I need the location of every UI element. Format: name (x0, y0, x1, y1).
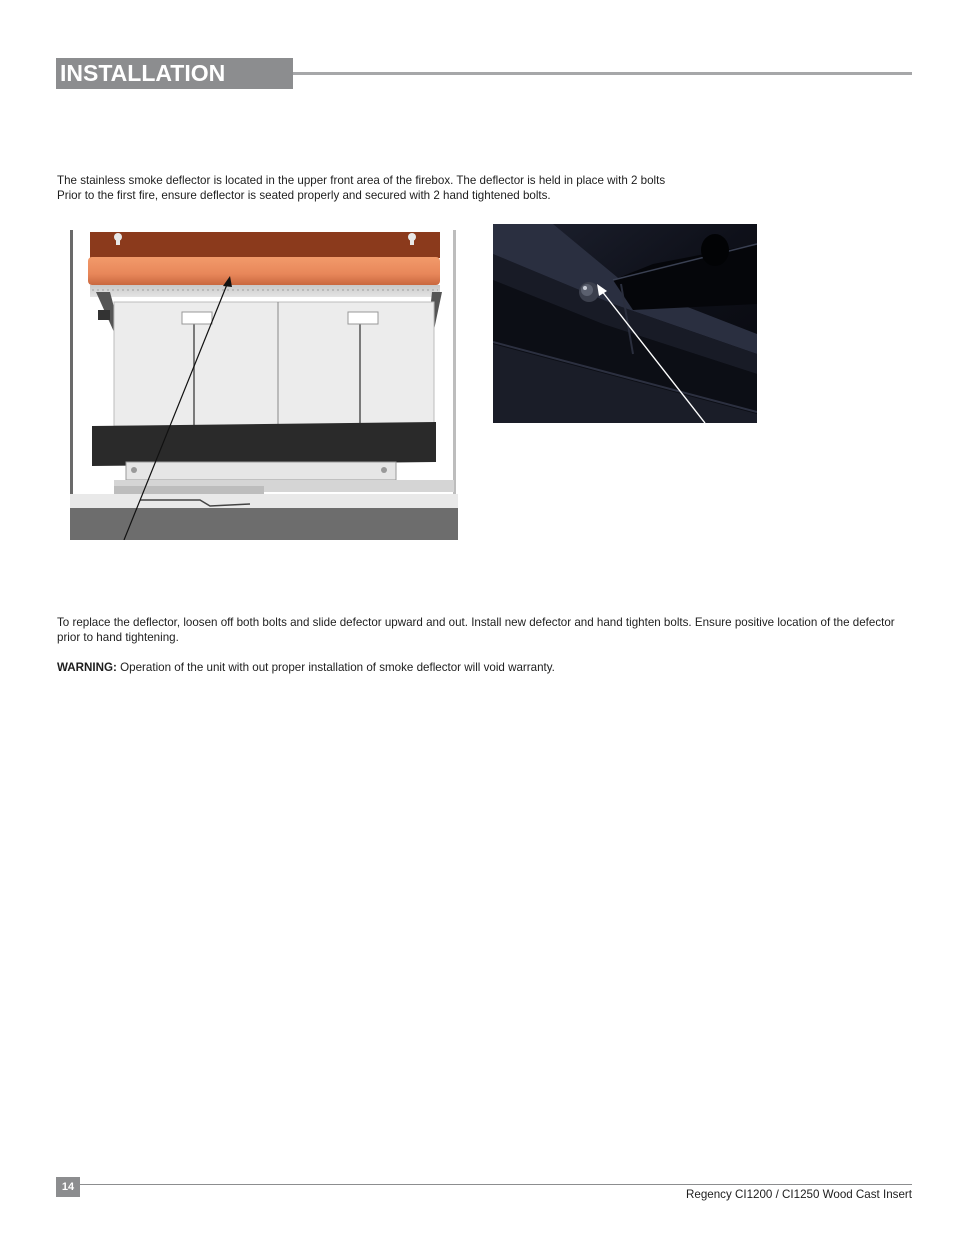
deflector-top-panel (90, 232, 440, 258)
page-number: 14 (56, 1177, 80, 1197)
warning-text: Operation of the unit with out proper installation of smoke deflector will void warranty. (116, 661, 555, 674)
warning-label: WARNING: (57, 661, 117, 674)
firebox-deflector-illustration (70, 230, 458, 540)
intro-paragraph (57, 173, 917, 203)
deflector-bolt-photo (493, 224, 757, 423)
replacement-paragraph: To replace the deflector, loosen off both bolts and slide defector upward and out. Install new defector and hand tighten bolts. Ensure positive location of the defector prior to hand tightening. (57, 616, 895, 644)
intro-line-2: Prior to the first fire, ensure deflector is seated properly and secured with 2 hand tightened bolts. (57, 189, 551, 202)
intro-line-1: The stainless smoke deflector is located in the upper front area of the firebox. The deflector is held in place with 2 bolts (57, 174, 666, 187)
header-rule (293, 72, 912, 75)
footer-rule (80, 1184, 912, 1185)
section-title: INSTALLATION (56, 58, 293, 89)
smoke-deflector-highlight (88, 257, 440, 285)
bolt-head-icon (579, 282, 599, 302)
warning-paragraph (57, 660, 912, 675)
document-title: Regency CI1200 / CI1250 Wood Cast Insert (686, 1188, 912, 1201)
